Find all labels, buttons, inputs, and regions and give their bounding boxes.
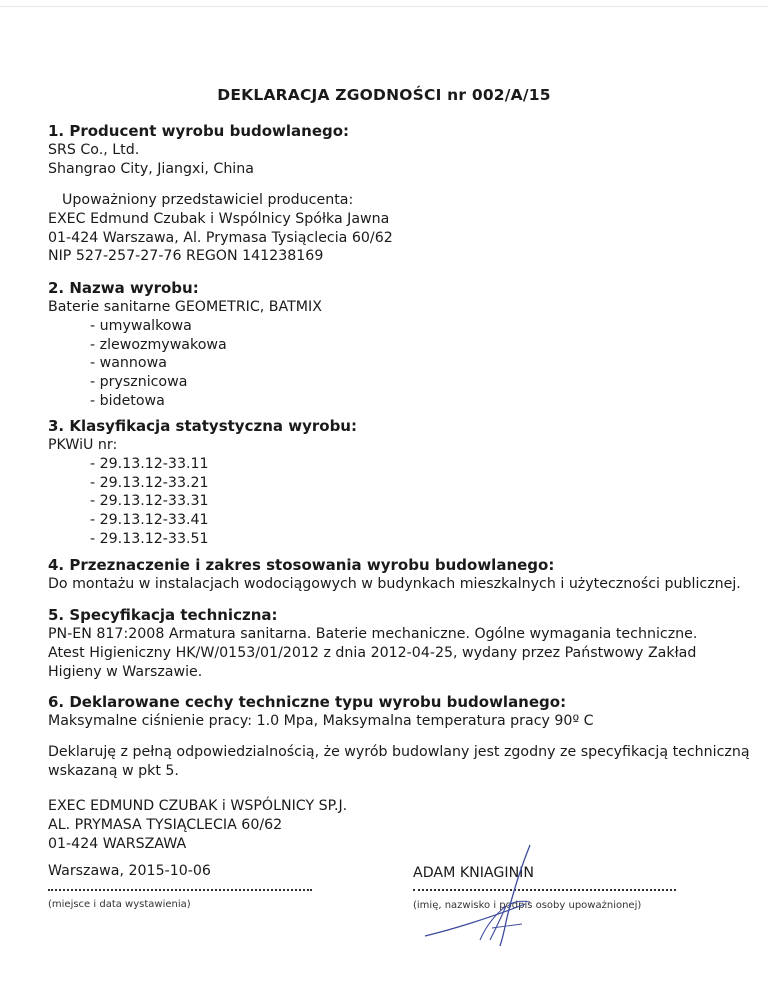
section-2-heading: 2. Nazwa wyrobu: — [48, 279, 199, 297]
handwritten-signature — [420, 840, 560, 950]
list-item: - 29.13.12-33.51 — [90, 530, 209, 547]
list-item: - 29.13.12-33.21 — [90, 474, 209, 491]
company-address: AL. PRYMASA TYSIĄCLECIA 60/62 — [48, 816, 283, 833]
section-classification — [48, 417, 748, 549]
spec-line: Higieny w Warszawie. — [48, 663, 203, 680]
list-item: - bidetowa — [90, 392, 165, 409]
list-item: - wannowa — [90, 355, 167, 372]
list-item: - 29.13.12-33.31 — [90, 493, 209, 510]
representative-ids: NIP 527-257-27-76 REGON 141238169 — [48, 248, 324, 265]
place-date-caption: (miejsce i data wystawienia) — [48, 899, 191, 910]
representative-address: 01-424 Warszawa, Al. Prymasa Tysiąclecia 60/62 — [48, 229, 393, 246]
list-item: - zlewozmywakowa — [90, 336, 227, 353]
section-5-heading: 5. Specyfikacja techniczna: — [48, 606, 278, 624]
section-6-heading: 6. Deklarowane cechy techniczne typu wyrobu budowlanego: — [48, 693, 567, 711]
section-representative — [48, 191, 748, 266]
section-1-heading: 1. Producent wyrobu budowlanego: — [48, 122, 350, 140]
list-item: - 29.13.12-33.11 — [90, 455, 209, 472]
list-item: - 29.13.12-33.41 — [90, 512, 209, 529]
properties-text: Maksymalne ciśnienie pracy: 1.0 Mpa, Maksymalna temperatura pracy 90º C — [48, 713, 594, 729]
declaration-line: wskazaną w pkt 5. — [48, 762, 179, 779]
section-specification — [48, 606, 748, 681]
producer-name: SRS Co., Ltd. — [48, 142, 140, 158]
declaration-line: Deklaruję z pełną odpowiedzialnością, że wyrób budowlany jest zgodny ze specyfikacją techniczną — [48, 744, 750, 760]
list-item: - umywalkowa — [90, 317, 192, 334]
pkwiu-label: PKWiU nr: — [48, 437, 118, 453]
top-edge-line — [0, 6, 768, 7]
section-producer — [48, 122, 748, 179]
company-stamp — [48, 797, 748, 853]
section-properties — [48, 693, 748, 731]
spec-line: Atest Higieniczny HK/W/0153/01/2012 z dnia 2012-04-25, wydany przez Państwowy Zakład — [48, 644, 697, 661]
place-date: Warszawa, 2015-10-06 — [48, 863, 211, 879]
product-name: Baterie sanitarne GEOMETRIC, BATMIX — [48, 299, 322, 315]
section-3-heading: 3. Klasyfikacja statystyczna wyrobu: — [48, 417, 357, 435]
purpose-text: Do montażu w instalacjach wodociągowych w budynkach mieszkalnych i użyteczności publicznej. — [48, 576, 741, 592]
section-purpose — [48, 556, 748, 594]
declaration-statement — [48, 743, 748, 781]
signer-caption: (imię, nazwisko i podpis osoby upoważnionej) — [413, 900, 642, 911]
section-product-name — [48, 279, 748, 411]
company-city: 01-424 WARSZAWA — [48, 835, 187, 852]
document-title: DEKLARACJA ZGODNOŚCI nr 002/A/15 — [217, 86, 551, 104]
producer-address: Shangrao City, Jiangxi, China — [48, 160, 254, 177]
company-name: EXEC EDMUND CZUBAK i WSPÓLNICY SP.J. — [48, 798, 348, 814]
representative-name: EXEC Edmund Czubak i Wspólnicy Spółka Jawna — [48, 210, 390, 227]
spec-line: PN-EN 817:2008 Armatura sanitarna. Baterie mechaniczne. Ogólne wymagania techniczne. — [48, 626, 698, 642]
representative-heading: Upoważniony przedstawiciel producenta: — [62, 192, 354, 208]
place-date-dotted-line — [48, 889, 312, 891]
signer-name: ADAM KNIAGININ — [413, 865, 534, 881]
list-item: - prysznicowa — [90, 374, 188, 391]
section-4-heading: 4. Przeznaczenie i zakres stosowania wyrobu budowlanego: — [48, 556, 555, 574]
